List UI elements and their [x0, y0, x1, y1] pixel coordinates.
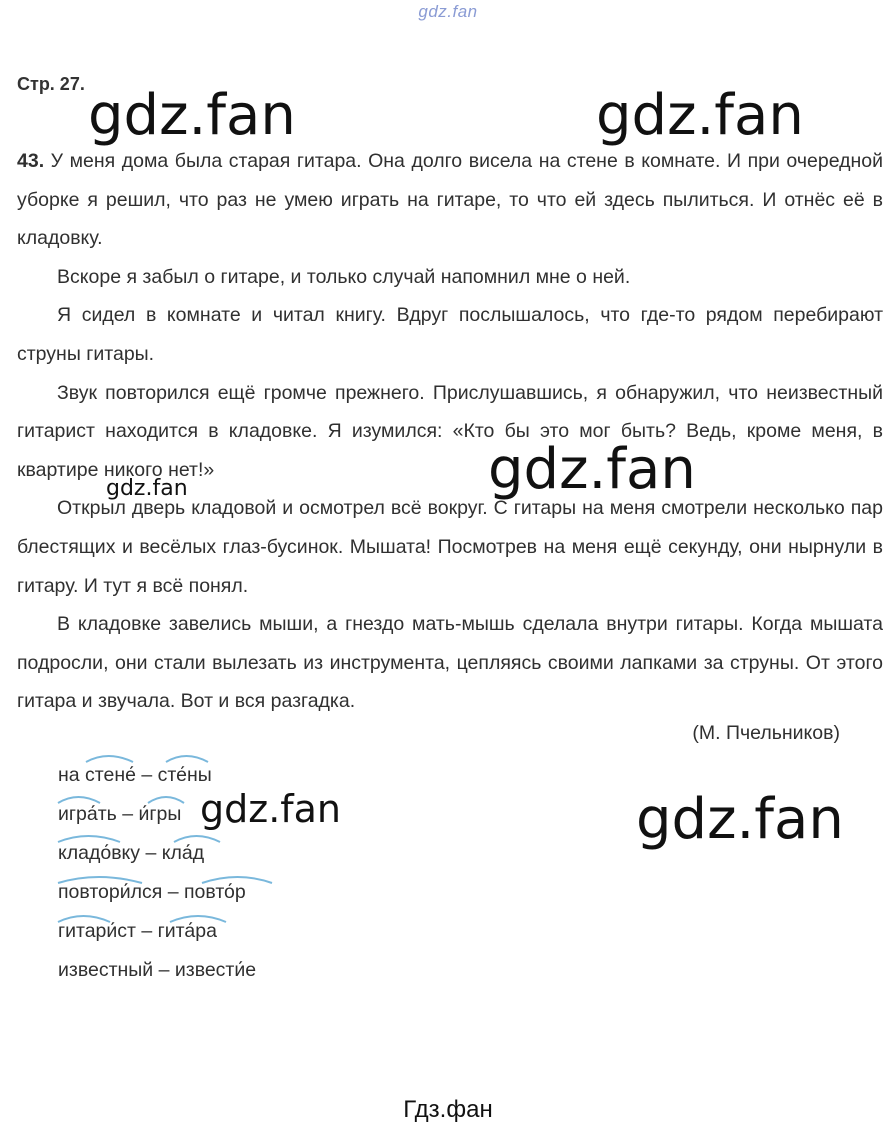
word-pair [58, 951, 256, 990]
paragraph: Открыл дверь кладовой и осмотрел всё вокруг. С гитары на меня смотрели несколько пар блестящих и весёлых глаз-бусинок. Мышата! Посмотрев на меня ещё секунду, они нырнули в гитару. И тут я всё понял. [17, 497, 883, 597]
author: (М. Пчельников) [692, 722, 840, 744]
watermark: gdz.fan [596, 83, 804, 148]
word-pair-text: известный – извести́е [58, 959, 257, 981]
page-number: Стр. 27. [17, 74, 85, 94]
paragraph: Звук повторился ещё громче прежнего. Прислушавшись, я обнаружил, что неизвестный гитарист находится в кладовке. Я изумился: «Кто бы это мог быть? Ведь, кроме меня, в квартире никого нет!» [17, 381, 883, 481]
watermark: gdz.fan [636, 787, 844, 852]
word-pair-text: гитари́ст – гита́ра [58, 920, 217, 942]
word-pair [58, 873, 256, 912]
word-pair-text: игра́ть – и́гры [58, 803, 182, 825]
watermark: gdz.fan [88, 83, 296, 148]
word-pairs-list [58, 756, 256, 990]
word-pair [58, 756, 256, 795]
watermark-top: gdz.fan [418, 2, 478, 21]
paragraph [17, 142, 883, 258]
word-pair [58, 834, 256, 873]
exercise-number: 43. [17, 150, 45, 172]
word-pair-text: кладо́вку – кла́д [58, 842, 205, 864]
word-pair [58, 912, 256, 951]
paragraph-text: У меня дома была старая гитара. Она долго висела на стене в комнате. И при очередной уборке я решил, что раз не умею играть на гитаре, то что ей здесь пылиться. И отнёс её в кладовку. [17, 150, 883, 250]
footer-watermark: Гдз.фан [403, 1096, 493, 1123]
paragraph: Я сидел в комнате и читал книгу. Вдруг послышалось, что где-то рядом перебирают струны гитары. [17, 304, 883, 365]
word-pair-text: повтори́лся – повто́р [58, 881, 246, 903]
exercise-text [17, 142, 883, 721]
word-pair [58, 795, 256, 834]
watermark: gdz.fan [106, 476, 188, 501]
watermark: gdz.fan [488, 437, 696, 502]
paragraph: Вскоре я забыл о гитаре, и только случай напомнил мне о ней. [57, 265, 631, 288]
word-pair-text: на стене́ – сте́ны [58, 764, 212, 786]
watermark: gdz.fan [200, 787, 342, 831]
paragraph: В кладовке завелись мыши, а гнездо мать-мышь сделала внутри гитары. Когда мышата подросли, они стали вылезать из инструмента, цепляясь своими лапками за струны. От этого гитара и звучала. Вот и вся разгадка. [17, 613, 883, 713]
